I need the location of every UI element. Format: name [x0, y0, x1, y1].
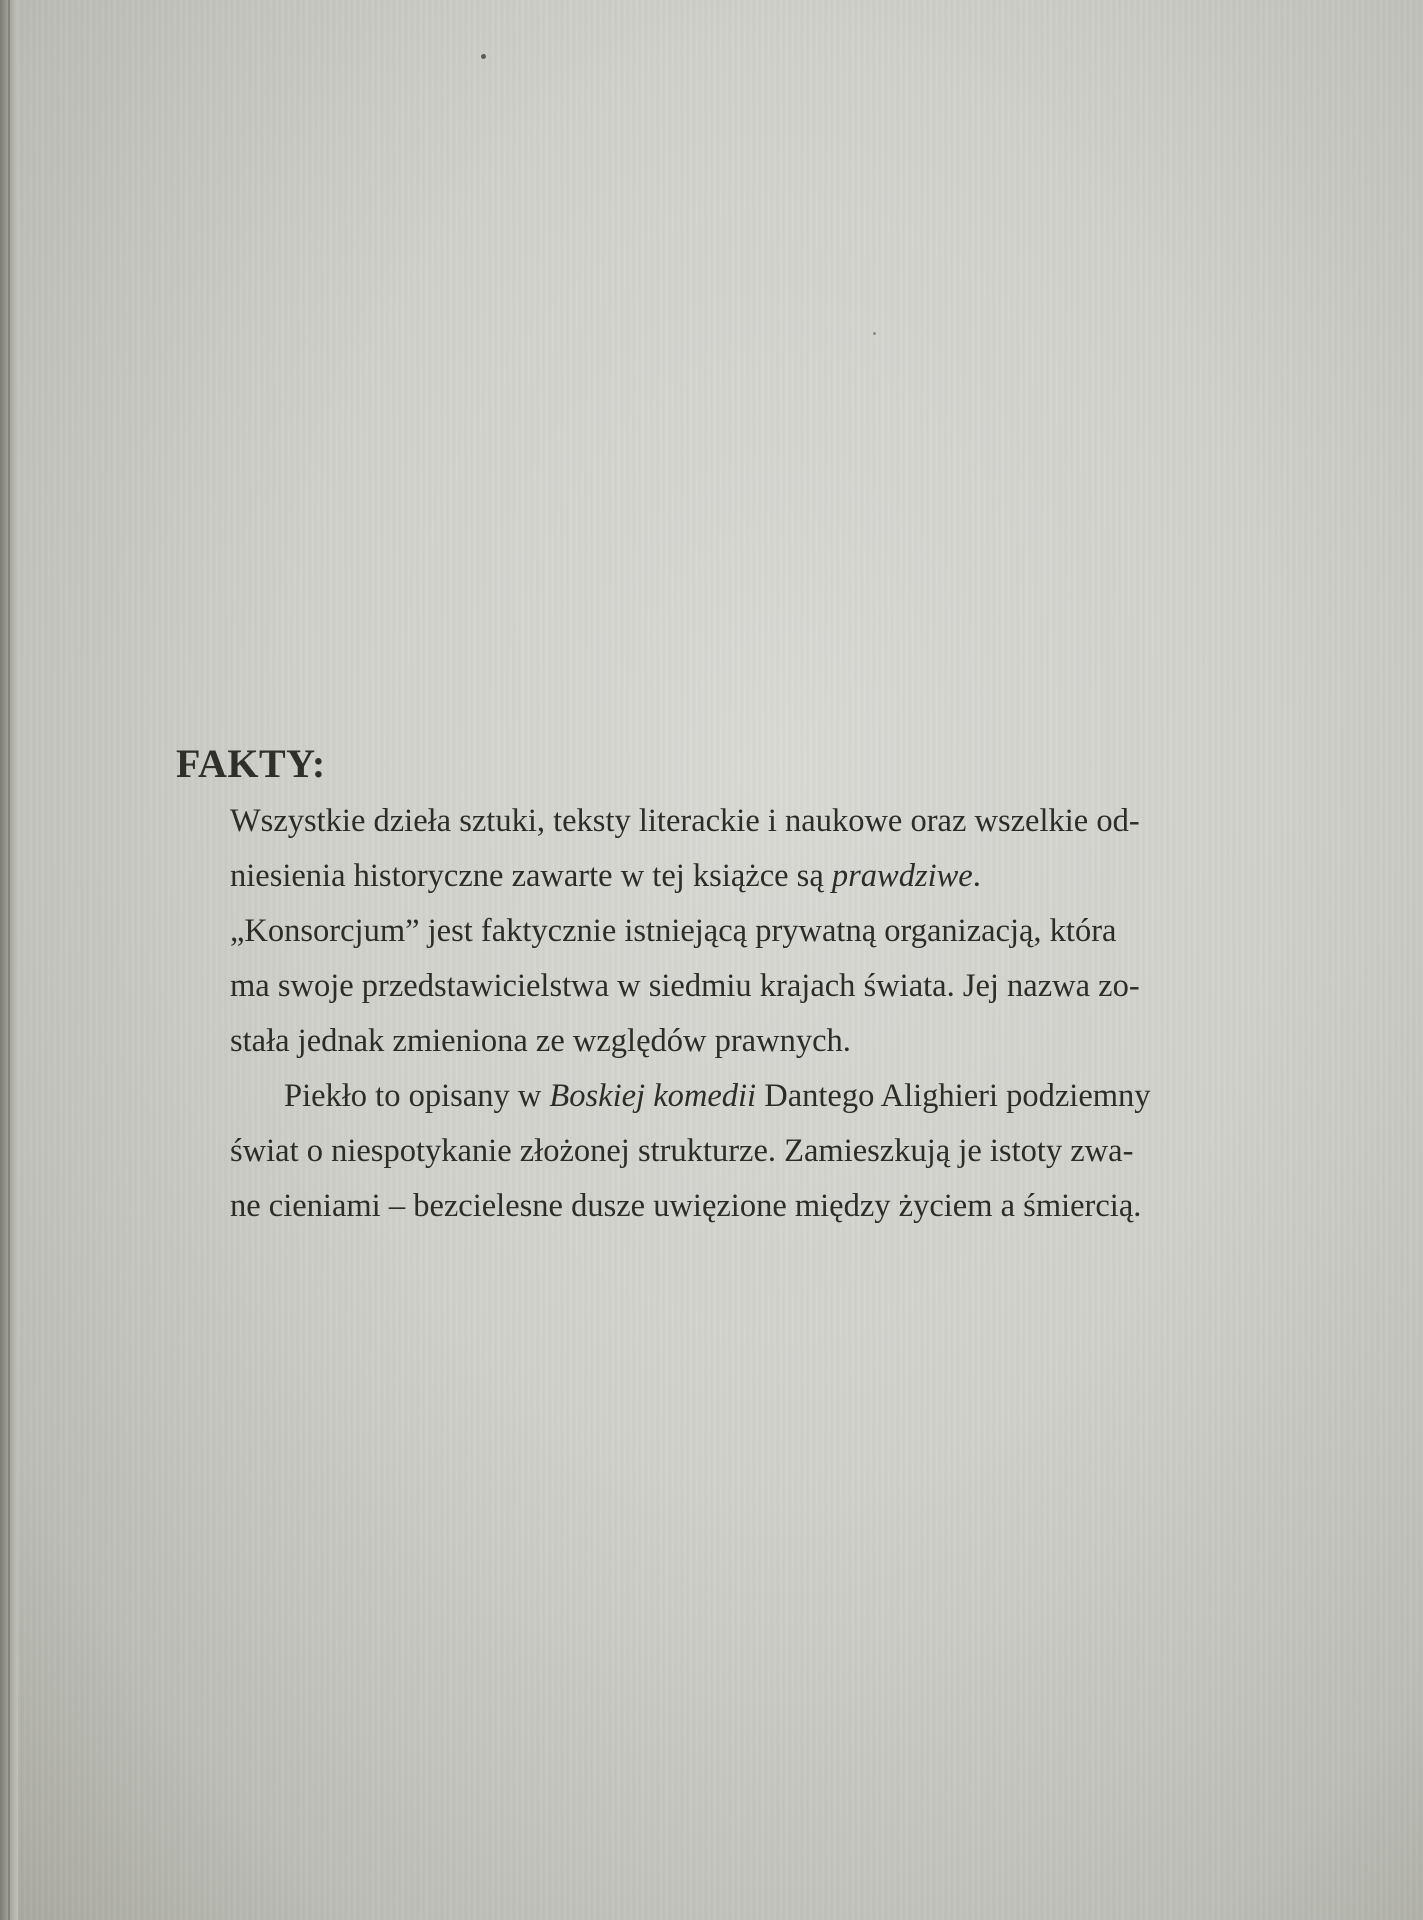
paragraph-2-line-1: [230, 1069, 1232, 1124]
paper-speck: [481, 54, 486, 59]
paragraph-1-line-3: „Konsorcjum” jest faktycznie istniejącą prywatną organizacją, która: [230, 913, 1117, 949]
facts-heading: FAKTY:: [176, 741, 326, 786]
facts-text: [230, 794, 1232, 1234]
italic-title: Boskiej komedii: [549, 1078, 757, 1114]
line-punctuation: .: [972, 858, 981, 894]
paragraph-1-line-2: [230, 849, 1232, 904]
paragraph-1-line-1: Wszystkie dzieła sztuki, teksty literackie i naukowe oraz wszelkie od-: [230, 803, 1140, 839]
page-edge-shadow: [8, 0, 10, 1920]
paper-speck: [873, 332, 876, 335]
italic-word: prawdziwe: [831, 858, 973, 894]
paragraph-2-line-2: świat o niespotykanie złożonej strukturze. Zamieszkują je istoty zwa-: [230, 1133, 1134, 1169]
paragraph-2-line-3: ne cieniami – bezcielesne dusze uwięzione między życiem a śmiercią.: [230, 1188, 1142, 1224]
facts-section: [176, 738, 1236, 1234]
line-text: niesienia historyczne zawarte w tej książce są: [230, 858, 832, 894]
line-text: Dantego Alighieri podziemny: [756, 1078, 1151, 1114]
line-text: Piekło to opisany w: [284, 1078, 550, 1114]
paragraph-1-line-4: ma swoje przedstawicielstwa w siedmiu krajach świata. Jej nazwa zo-: [230, 968, 1140, 1004]
paragraph-1-line-5: stała jednak zmieniona ze względów prawnych.: [230, 1023, 851, 1059]
